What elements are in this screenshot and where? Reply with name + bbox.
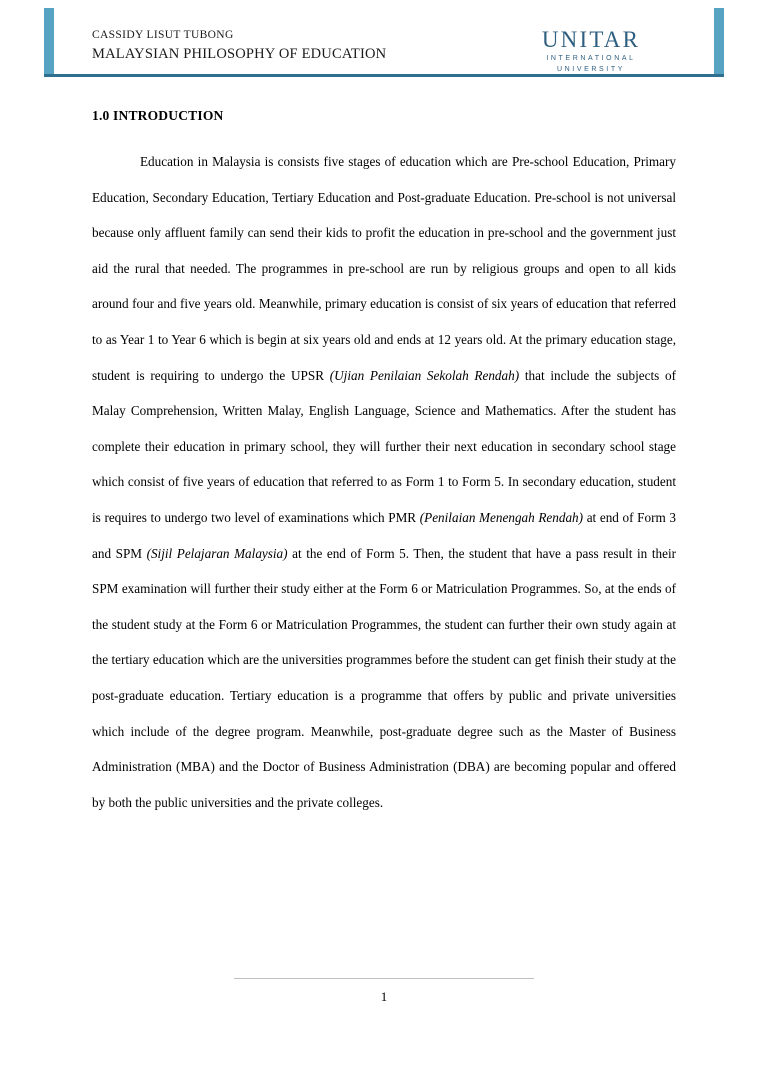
- document-title: MALAYSIAN PHILOSOPHY OF EDUCATION: [92, 45, 387, 62]
- paragraph-run-2: that include the subjects of Malay Comprehension, Written Malay, English Language, Science and Mathematics. After the student has complete their education in primary school, they will further their next education in secondary school stage which consist of five years of education that referred to as Form 1 to Form 5. In secondary education, student is requires to undergo two level of examinations which PMR: [92, 367, 676, 525]
- header-accent-bar-left: [44, 8, 54, 76]
- unitar-logo: [516, 28, 666, 75]
- paragraph-run-3: (Penilaian Menengah Rendah): [419, 509, 584, 525]
- section-heading-introduction: 1.0 INTRODUCTION: [92, 108, 224, 123]
- footer-divider: [234, 978, 534, 979]
- author-name: CASSIDY LISUT TUBONG: [92, 29, 234, 41]
- logo-subtitle-line-1: INTERNATIONAL: [546, 55, 636, 62]
- header-accent-bar-right: [714, 8, 724, 76]
- logo-wordmark: UNITAR: [541, 27, 641, 52]
- paragraph-run-5: (Sijil Pelajaran Malaysia): [146, 545, 288, 561]
- paragraph-run-6: at the end of Form 5. Then, the student that have a pass result in their SPM examination will further their study either at the Form 6 or Matriculation Programmes. So, at the ends of the student study at the Form 6 or Matriculation Programmes, the student can further their own study again at the tertiary education which are the universities programmes before the student can get finish their study at the post-graduate education. Tertiary education is a programme that offers by public and private universities which include of the degree program. Meanwhile, post-graduate degree such as the Master of Business Administration (MBA) and the Doctor of Business Administration (DBA) are becoming popular and offered by both the public universities and the private colleges.: [92, 545, 676, 810]
- logo-subtitle-line-2: UNIVERSITY: [556, 65, 625, 73]
- paragraph-run-4: at end of Form 3 and SPM: [92, 509, 676, 561]
- page-footer: [0, 978, 768, 1005]
- page-header: [44, 0, 724, 78]
- logo-subtitle: [516, 54, 666, 75]
- introduction-paragraph: [92, 144, 676, 820]
- paragraph-run-1: (Ujian Penilaian Sekolah Rendah): [329, 367, 520, 383]
- page-content: [92, 78, 676, 820]
- page-number: 1: [380, 989, 388, 1004]
- paragraph-run-0: Education in Malaysia is consists five stages of education which are Pre-school Education, Primary Education, Secondary Education, Tertiary Education and Post-graduate Education. Pre-school is not universal because only affluent family can send their kids to profit the education in pre-school and the government just aid the rural that needed. The programmes in pre-school are run by religious groups and open to all kids around four and five years old. Meanwhile, primary education is consist of six years of education that referred to as Year 1 to Year 6 which is begin at six years old and ends at 12 years old. At the primary education stage, student is requiring to undergo the UPSR: [92, 154, 676, 383]
- header-text-block: [92, 28, 386, 64]
